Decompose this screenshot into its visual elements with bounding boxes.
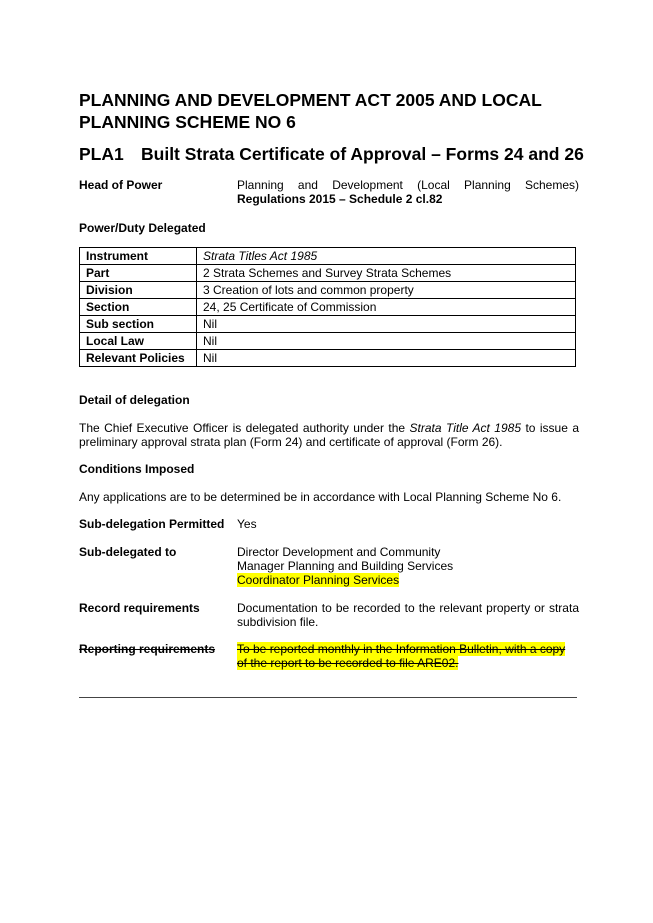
detail-heading: Detail of delegation [79, 393, 190, 407]
table-row [80, 248, 576, 265]
sub-delegated-to-row [79, 545, 579, 587]
delegation-table [79, 247, 576, 367]
reporting-line1: To be reported monthly in the Information Bulletin, with a copy [237, 642, 566, 656]
table-row [80, 316, 576, 333]
table-row-value: 3 Creation of lots and common property [197, 282, 576, 299]
reporting-requirements-label: Reporting requirements [79, 642, 216, 656]
table-row-label: Division [80, 282, 197, 299]
table-row-value: 2 Strata Schemes and Survey Strata Schemes [197, 265, 576, 282]
reporting-line2: of the report to be recorded to file ARE02. [237, 656, 459, 670]
document-main-title: PLANNING AND DEVELOPMENT ACT 2005 AND LOCAL PLANNING SCHEME NO 6 [79, 90, 542, 132]
power-duty-heading: Power/Duty Delegated [79, 221, 206, 235]
head-of-power-line2: Regulations 2015 – Schedule 2 cl.82 [237, 192, 443, 206]
table-row-value: Strata Titles Act 1985 [197, 248, 576, 265]
detail-text-after: to issue a preliminary approval strata plan (Form 24) and certificate of approval (Form 26). [79, 421, 580, 449]
table-row-label: Part [80, 265, 197, 282]
table-row-label: Relevant Policies [80, 350, 197, 367]
reporting-requirements-value [237, 642, 579, 670]
record-requirements-value: Documentation to be recorded to the relevant property or strata subdivision file. [237, 601, 579, 629]
delegation-code: PLA1 [79, 144, 124, 164]
table-row [80, 265, 576, 282]
table-row [80, 350, 576, 367]
head-of-power-line1: Planning and Development (Local Planning Schemes) [237, 178, 579, 192]
conditions-text: Any applications are to be determined be in accordance with Local Planning Scheme No 6. [79, 490, 562, 504]
record-requirements-label: Record requirements [79, 601, 200, 615]
list-item: Manager Planning and Building Services [237, 559, 454, 573]
delegation-title [79, 143, 599, 165]
conditions-heading: Conditions Imposed [79, 462, 195, 476]
detail-paragraph [79, 421, 579, 449]
sub-delegated-to-label: Sub-delegated to [79, 545, 177, 559]
head-of-power-label: Head of Power [79, 178, 163, 192]
detail-text-before: The Chief Executive Officer is delegated authority under the [79, 421, 410, 435]
delegation-subtitle: Built Strata Certificate of Approval – Forms 24 and 26 [141, 144, 584, 164]
footer-divider [79, 697, 577, 698]
list-item [237, 573, 579, 587]
list-item: Director Development and Community [237, 545, 441, 559]
table-row-value: Nil [197, 316, 576, 333]
sub-delegation-row [79, 517, 579, 531]
sub-delegation-value: Yes [237, 517, 257, 531]
sub-delegation-label: Sub-delegation Permitted [79, 517, 225, 531]
table-row-value: Nil [197, 333, 576, 350]
highlighted-list-item: Coordinator Planning Services [237, 573, 400, 587]
table-row [80, 299, 576, 316]
table-row-value: 24, 25 Certificate of Commission [197, 299, 576, 316]
table-row-label: Local Law [80, 333, 197, 350]
table-row-label: Instrument [80, 248, 197, 265]
head-of-power-value [237, 178, 579, 206]
sub-delegated-to-list [237, 545, 579, 587]
table-row [80, 282, 576, 299]
table-row-label: Section [80, 299, 197, 316]
reporting-requirements-row [79, 642, 579, 672]
table-row [80, 333, 576, 350]
table-row-label: Sub section [80, 316, 197, 333]
record-requirements-row [79, 601, 579, 631]
head-of-power-row [79, 178, 579, 208]
table-row-value: Nil [197, 350, 576, 367]
detail-act-name: Strata Title Act 1985 [409, 421, 522, 435]
